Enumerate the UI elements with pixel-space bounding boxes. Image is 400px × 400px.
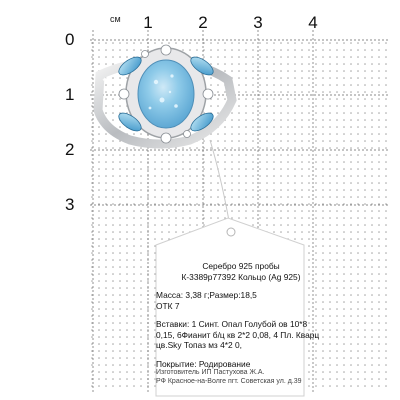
- x-axis-mark-3: 3: [253, 13, 263, 32]
- price-tag-text: [156, 261, 326, 386]
- tag-inserts: Вставки: 1 Синт. Опал Голубой ов 10*8 0,15, 6Фианит б/ц кв 2*2 0,08, 4 Пл. Кварц цв.Sky Топаз мз 4*2 0,: [156, 319, 320, 350]
- x-axis-mark-1: 1: [143, 13, 153, 32]
- tag-metal-line: Серебро 925 пробы: [202, 261, 280, 271]
- opal-stone: [138, 60, 194, 128]
- tag-maker: Изготовитель ИП Пастухова Ж.А.: [156, 369, 265, 376]
- tag-hole: [227, 228, 235, 236]
- y-axis-mark-1: 1: [65, 85, 75, 104]
- tag-otk: ОТК 7: [156, 300, 180, 311]
- tag-article-line: К-3389р77392 Кольцо (Ag 925): [181, 271, 301, 282]
- x-axis-mark-4: 4: [308, 13, 318, 32]
- y-axis-mark-2: 2: [65, 140, 75, 159]
- ruler-unit-label: см: [110, 14, 121, 24]
- y-axis-mark-3: 3: [65, 195, 75, 214]
- tag-address: РФ Красное-на-Волге пгт. Советская ул. д.39: [156, 377, 302, 385]
- tag-mass-size: Масса: 3,38 г;Размер:18,5: [156, 290, 257, 300]
- x-axis-mark-2: 2: [198, 13, 208, 32]
- tag-coating: Покрытие: Родирование: [156, 358, 251, 369]
- y-axis-mark-0: 0: [65, 30, 75, 49]
